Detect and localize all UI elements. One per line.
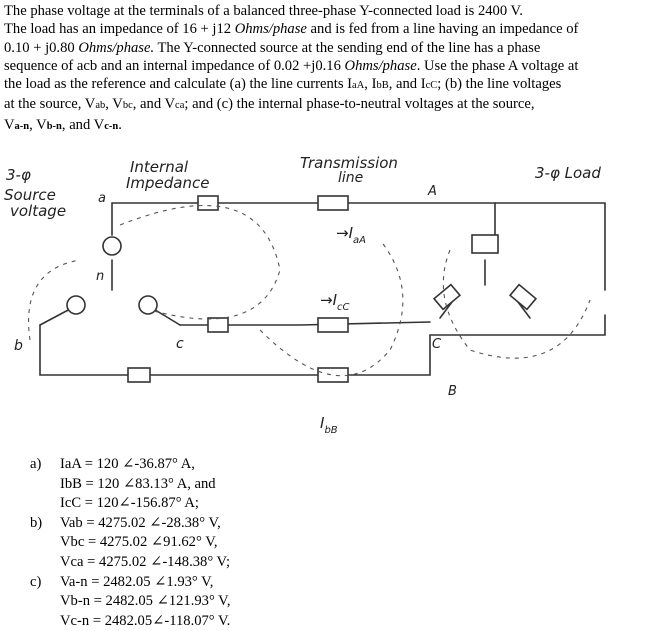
line-a-wire <box>112 203 495 235</box>
answer-text: Vb-n = 2482.05 ∠121.93° V, <box>60 593 231 610</box>
node-B: B <box>448 384 457 399</box>
load-impedance-b <box>434 285 460 310</box>
answer-text: Vbc = 4275.02 ∠91.62° V, <box>60 534 218 551</box>
answer-label <box>30 475 60 495</box>
answer-row <box>30 592 231 612</box>
answer-row <box>30 475 231 495</box>
current-loop-load <box>443 250 590 358</box>
answer-text: IaA = 120 ∠-36.87° A, <box>60 456 195 472</box>
source-label-3: voltage <box>10 202 67 220</box>
answer-label: c) <box>30 573 42 590</box>
current-aA-label: $\to I_{aA}$ <box>336 224 366 246</box>
problem-statement <box>4 2 662 136</box>
problem-line-2: The load has an impedance of 16 + j12 Ohms/phase and is fed from a line having an impedance of <box>4 21 579 38</box>
answer-text: Vab = 4275.02 ∠-28.38° V, <box>60 514 221 531</box>
voltage-source-a <box>103 237 121 255</box>
answer-row <box>30 612 231 631</box>
load-impedance-c <box>510 285 536 310</box>
problem-line-5: the load as the reference and calculate (a) the line currents IaA, IbB, and IcC; (b) the line voltages <box>4 76 562 93</box>
problem-line-3: 0.10 + j0.80 Ohms/phase. The Y-connected source at the sending end of the line has a phase <box>4 39 541 56</box>
source-label-2: Source <box>4 186 56 204</box>
node-A: A <box>428 184 437 199</box>
internal-impedance-b <box>128 368 150 382</box>
answer-list <box>30 455 231 631</box>
node-C: C <box>432 337 442 352</box>
load-label: 3-φ Load <box>535 164 601 182</box>
transmission-label-2: line <box>338 170 364 186</box>
problem-line-7: Va-n, Vb-n, and Vc-n. <box>4 116 122 133</box>
source-wire-c <box>152 308 180 325</box>
source-wire-b <box>40 308 72 325</box>
answer-label: b) <box>30 514 43 531</box>
answer-label <box>30 494 60 514</box>
line-impedance-b <box>318 368 348 382</box>
load-impedance-a <box>472 235 498 253</box>
answer-label <box>30 612 60 631</box>
internal-label-1: Internal <box>130 158 189 176</box>
internal-impedance-c <box>208 318 228 332</box>
answer-label <box>30 533 60 553</box>
node-b: b <box>14 338 23 354</box>
answer-row <box>30 573 231 593</box>
answer-label: a) <box>30 456 42 472</box>
transmission-label-1: Transmission <box>300 154 398 172</box>
load-wire-right <box>495 203 605 290</box>
problem-line-6: at the source, Vab, Vbc, and Vca; and (c) the internal phase-to-neutral voltages at the source, <box>4 96 535 113</box>
answer-row <box>30 455 231 475</box>
circuit-diagram <box>0 150 666 440</box>
problem-line-4: sequence of acb and an internal impedance of 0.02 +j0.16 Ohms/phase. Use the phase A voltage at <box>4 57 579 74</box>
answer-text: IbB = 120 ∠83.13° A, and <box>60 475 216 492</box>
node-n: n <box>96 269 105 284</box>
line-b-wire <box>40 325 430 375</box>
node-a: a <box>98 191 106 206</box>
problem-line-1: The phase voltage at the terminals of a balanced three-phase Y-connected load is 2400 V. <box>4 3 523 19</box>
load-wire-bottom <box>430 315 605 335</box>
answer-text: Vc-n = 2482.05∠-118.07° V. <box>60 612 231 629</box>
internal-label-2: Impedance <box>126 174 210 192</box>
answer-text: Vca = 4275.02 ∠-148.38° V; <box>60 553 231 570</box>
line-impedance-a <box>318 196 348 210</box>
answer-text: IcC = 120∠-156.87° A; <box>60 495 199 512</box>
current-bB-label: $I_{bB}$ <box>320 414 338 436</box>
source-label-1: 3-φ <box>6 166 31 184</box>
voltage-source-b <box>67 296 85 314</box>
answer-row <box>30 494 231 514</box>
node-c: c <box>176 336 184 352</box>
current-cC-label: $\to I_{cC}$ <box>320 291 350 313</box>
internal-impedance-a <box>198 196 218 210</box>
line-impedance-c <box>318 318 348 332</box>
answer-label <box>30 592 60 612</box>
answer-label <box>30 553 60 573</box>
answer-text: Va-n = 2482.05 ∠1.93° V, <box>60 573 214 590</box>
answer-row <box>30 514 231 534</box>
answer-row <box>30 533 231 553</box>
answer-row <box>30 553 231 573</box>
